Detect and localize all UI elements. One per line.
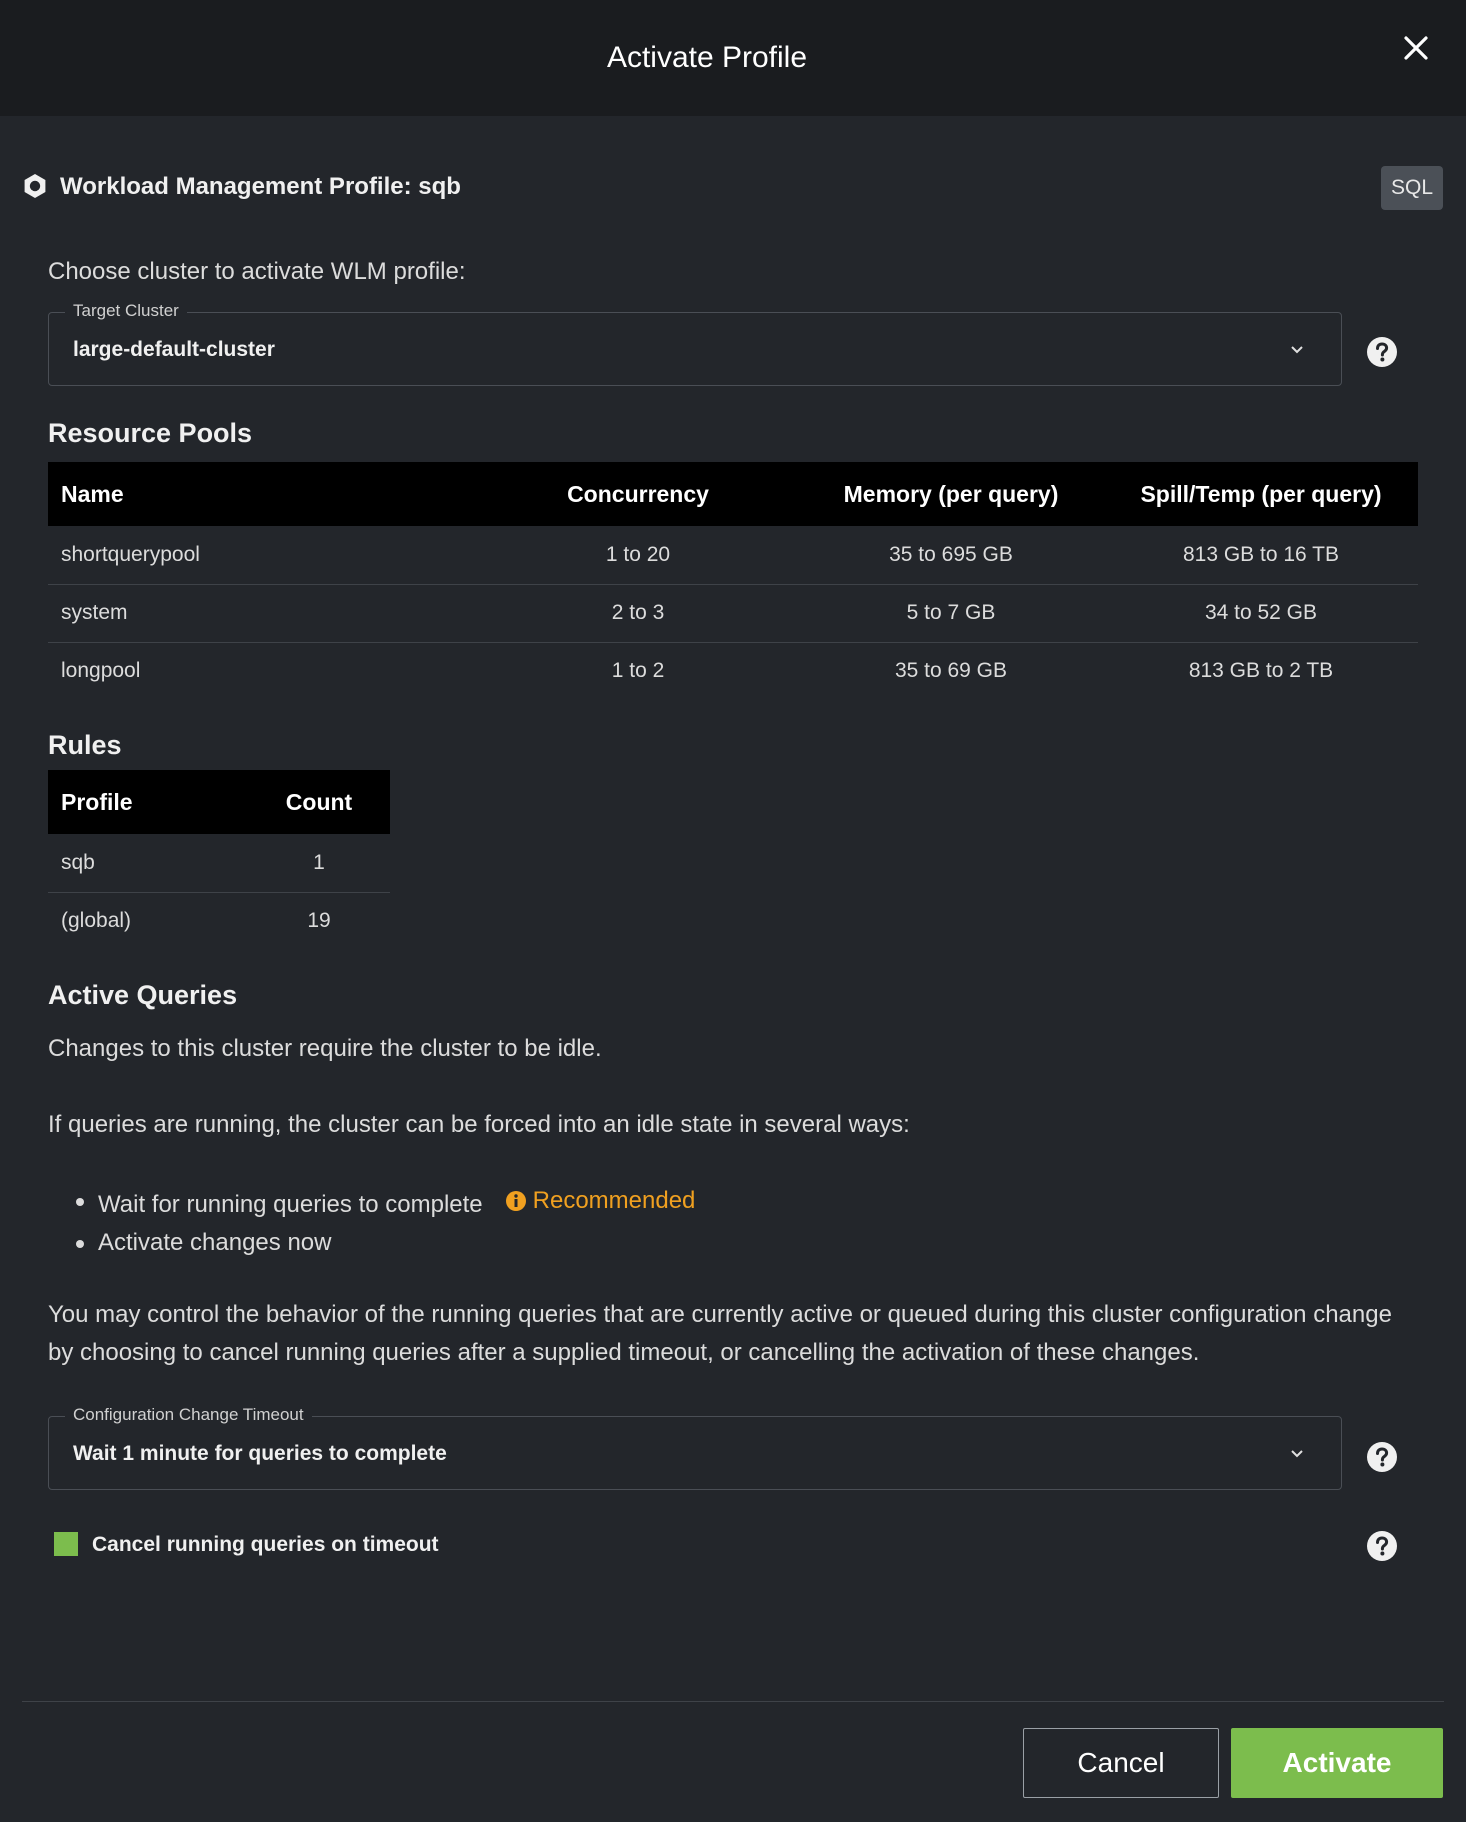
close-icon [1396, 28, 1436, 68]
idle-options-list [74, 1182, 695, 1262]
pool-memory: 35 to 69 GB [894, 659, 1008, 683]
column-header-concurrency: Concurrency [478, 462, 798, 526]
recommended-label: Recommended [532, 1187, 696, 1214]
pool-name: system [48, 584, 478, 642]
help-icon[interactable] [1366, 1530, 1398, 1562]
target-cluster-value: large-default-cluster [73, 338, 275, 361]
pool-spill: 813 GB to 2 TB [1188, 659, 1334, 683]
rule-profile: sqb [48, 834, 248, 892]
pool-name: shortquerypool [48, 526, 478, 584]
rule-count: 19 [307, 909, 331, 933]
chevron-down-icon [1289, 343, 1305, 357]
list-item [74, 1182, 695, 1224]
resource-pools-title: Resource Pools [48, 418, 253, 448]
resource-pools-table [48, 462, 1418, 700]
pool-concurrency: 2 to 3 [478, 584, 798, 642]
sql-button[interactable]: SQL [1381, 166, 1443, 210]
column-header-profile: Profile [48, 770, 248, 834]
option-wait-label: Wait for running queries to complete [98, 1191, 483, 1218]
target-cluster-select[interactable] [48, 301, 1342, 386]
close-button[interactable] [1396, 28, 1436, 68]
pool-spill: 813 GB to 16 TB [1104, 526, 1418, 584]
pool-name: longpool [61, 659, 141, 683]
rule-count: 1 [248, 834, 390, 892]
column-header-spill: Spill/Temp (per query) [1104, 462, 1418, 526]
timeout-value: Wait 1 minute for queries to complete [73, 1442, 447, 1465]
hexagon-icon [22, 173, 48, 199]
option-activate-label: Activate changes now [98, 1229, 332, 1256]
modal-header [0, 0, 1466, 116]
pool-memory: 5 to 7 GB [798, 584, 1104, 642]
rule-profile: (global) [61, 909, 132, 933]
pool-concurrency: 1 to 2 [611, 659, 665, 683]
cancel-on-timeout-label[interactable]: Cancel running queries on timeout [92, 1533, 439, 1556]
table-row [48, 892, 390, 950]
column-header-count: Count [248, 770, 390, 834]
rules-title: Rules [48, 730, 122, 760]
table-row [48, 584, 1418, 642]
table-row [48, 642, 1418, 700]
table-row [48, 834, 390, 892]
timeout-legend: Configuration Change Timeout [65, 1405, 312, 1425]
active-queries-text-1: Changes to this cluster require the cluster to be idle. [48, 1035, 602, 1062]
pool-memory: 35 to 695 GB [798, 526, 1104, 584]
help-icon[interactable] [1366, 1441, 1398, 1473]
timeout-select[interactable] [48, 1405, 1342, 1490]
info-icon [505, 1190, 527, 1212]
list-item [74, 1224, 695, 1262]
cancel-button[interactable]: Cancel [1023, 1728, 1219, 1798]
cluster-prompt: Choose cluster to activate WLM profile: [48, 258, 466, 285]
pool-spill: 34 to 52 GB [1104, 584, 1418, 642]
active-queries-text-3: You may control the behavior of the running queries that are currently active or queued during this cluster configuration change by choosing to cancel running queries after a supplied timeout, or cancelling the activation of these changes. [48, 1301, 1392, 1366]
modal-title: Activate Profile [606, 41, 808, 74]
activate-button[interactable]: Activate [1231, 1728, 1443, 1798]
help-icon[interactable] [1366, 336, 1398, 368]
target-cluster-legend: Target Cluster [65, 301, 187, 321]
column-header-memory: Memory (per query) [798, 462, 1104, 526]
cancel-on-timeout-checkbox[interactable] [54, 1532, 78, 1556]
footer-divider [22, 1701, 1444, 1702]
active-queries-title: Active Queries [48, 980, 238, 1010]
column-header-name: Name [48, 462, 478, 526]
active-queries-text-2: If queries are running, the cluster can be forced into an idle state in several ways: [48, 1111, 910, 1138]
recommended-badge [505, 1182, 696, 1220]
rules-table [48, 770, 390, 950]
pool-concurrency: 1 to 20 [478, 526, 798, 584]
profile-title: Workload Management Profile: sqb [60, 173, 461, 200]
table-row [48, 526, 1418, 584]
chevron-down-icon [1289, 1447, 1305, 1461]
